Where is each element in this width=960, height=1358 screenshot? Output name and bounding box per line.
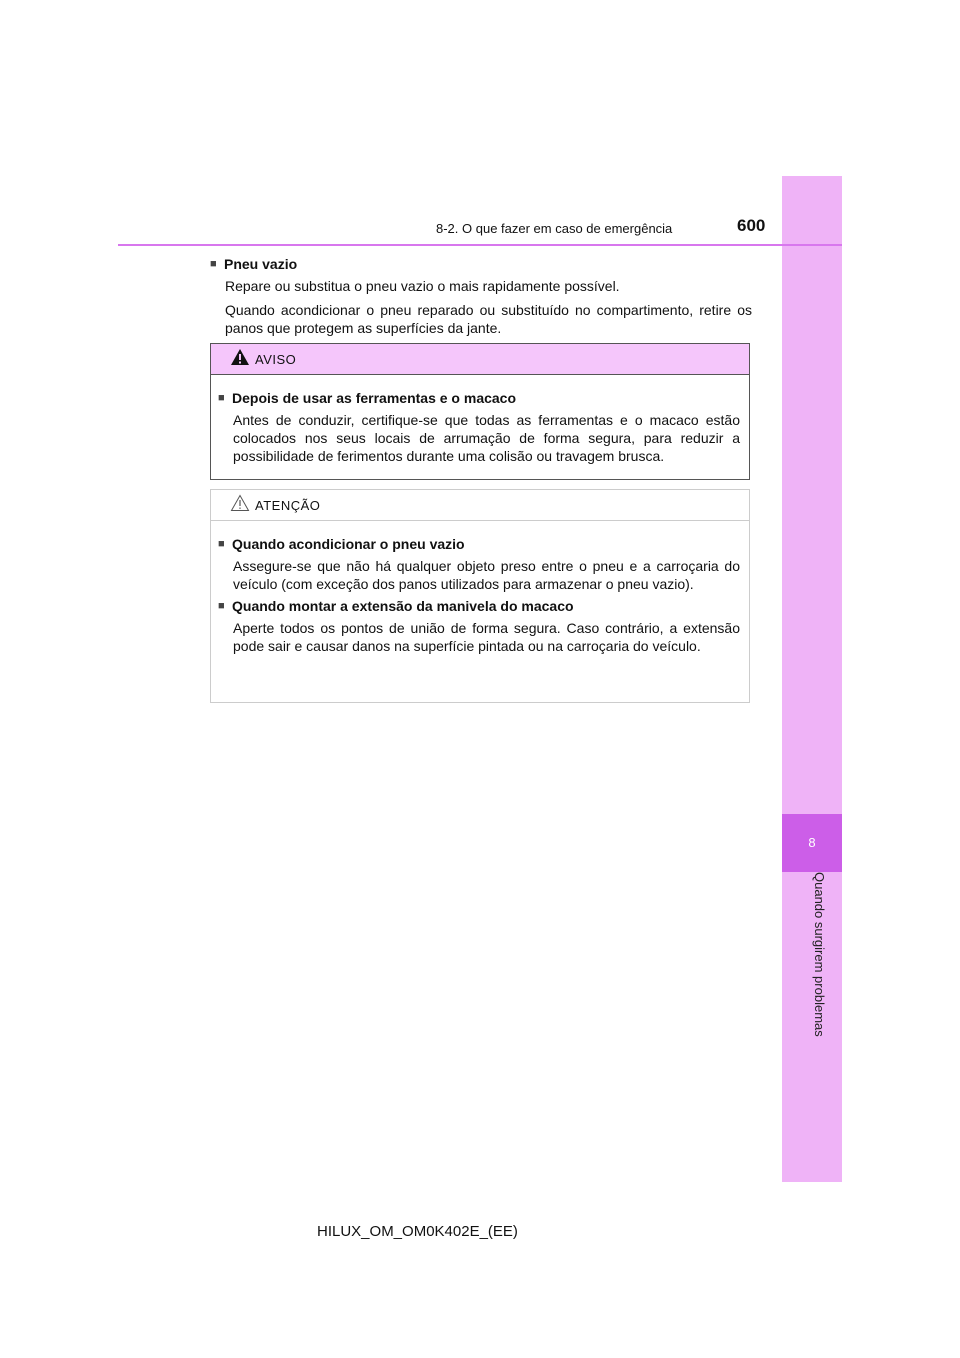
atencao-item-heading: ■ Quando montar a extensão da manivela do macaco (218, 597, 740, 615)
warning-icon (230, 348, 250, 366)
chapter-number: 8 (808, 835, 816, 850)
atencao-title: ATENÇÃO (255, 498, 321, 513)
caution-icon (230, 494, 250, 512)
main-heading: ■ Pneu vazio (210, 255, 752, 273)
chapter-number-tab (782, 814, 842, 872)
atencao-item-text: Assegure-se que não há qualquer objeto preso entre o pneu e a carroçaria do veículo (com exceção dos panos utilizados para armazenar o pneu vazio). (233, 558, 740, 592)
aviso-title: AVISO (255, 352, 297, 367)
atencao-body (211, 521, 749, 655)
main-paragraph: Repare ou substitua o pneu vazio o mais rapidamente possível. (225, 278, 620, 294)
aviso-header (211, 344, 749, 375)
document-code: HILUX_OM_OM0K402E_(EE) (317, 1223, 518, 1240)
atencao-header (211, 490, 749, 521)
atencao-item (218, 597, 740, 655)
aviso-body (211, 375, 749, 465)
atencao-item-text: Aperte todos os pontos de união de forma segura. Caso contrário, a extensão pode sair e causar danos na superfície pintada ou na carroçaria do veículo. (233, 620, 740, 654)
page-number: 600 (737, 216, 766, 235)
main-content (210, 255, 752, 337)
aviso-box (210, 343, 750, 480)
atencao-item-heading: ■ Quando acondicionar o pneu vazio (218, 535, 740, 553)
main-paragraph: Quando acondicionar o pneu reparado ou substituído no compartimento, retire os panos que protegem as superfícies da jante. (225, 302, 752, 336)
atencao-item (218, 535, 740, 593)
aviso-item-text: Antes de conduzir, certifique-se que todas as ferramentas e o macaco estão colocados nos seus locais de arrumação de forma segura, para reduzir a possibilidade de ferimentos durante uma colisão ou travagem brusca. (233, 412, 740, 464)
section-title: 8-2. O que fazer em caso de emergência (436, 221, 673, 236)
atencao-box (210, 489, 750, 703)
chapter-label: Quando surgirem problemas (812, 872, 827, 1037)
aviso-item (218, 389, 740, 465)
aviso-item-heading: ■ Depois de usar as ferramentas e o macaco (218, 389, 740, 407)
header-divider (118, 244, 842, 246)
